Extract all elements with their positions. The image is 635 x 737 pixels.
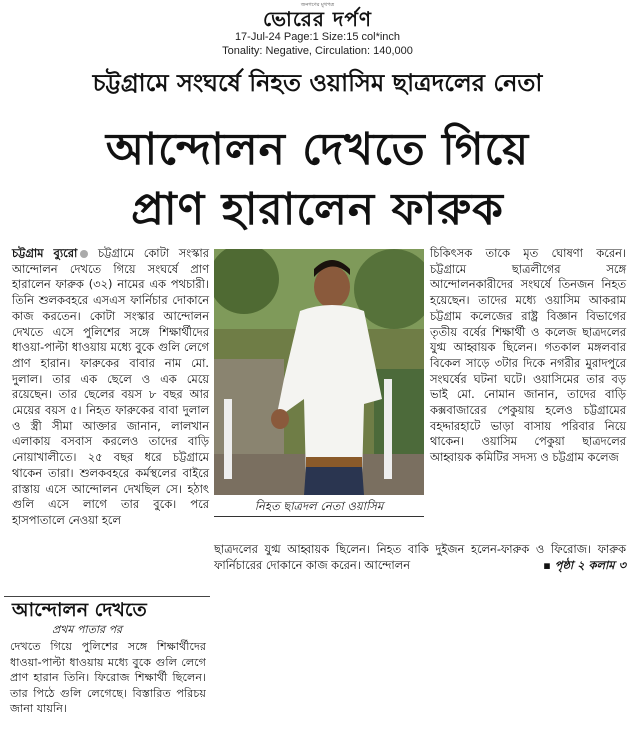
headline-line-1: আন্দোলন দেখতে গিয়ে bbox=[105, 124, 530, 175]
person-photo-icon bbox=[214, 249, 424, 495]
article-kicker: চট্টগ্রামে সংঘর্ষে নিহত ওয়াসিম ছাত্রদলের নেতা bbox=[92, 69, 543, 97]
headline-line-2: প্রাণ হারালেন ফারুক bbox=[131, 184, 504, 235]
article-column-3 bbox=[430, 246, 626, 466]
continuation-title: আন্দোলন দেখতে bbox=[12, 599, 147, 621]
continuation-text: দেখতে গিয়ে পুলিশের সঙ্গে শিক্ষার্থীদের ধাওয়া-পাল্টা ধাওয়ায় মধ্যে বুকে গুলি লেগে প্রাণ হারান তিনি। ফিরোজ শিক্ষার্থী ছিলেন। তার পিঠে গুলি লেগেছে। বিস্তারিত পরিচয় জানা যায়নি। bbox=[10, 640, 206, 715]
column-3-text: চিকিৎসক তাকে মৃত ঘোষণা করেন। চট্টগ্রামে ছাত্রলীগের সঙ্গে আন্দোলনকারীদের সংঘর্ষে তিনজন নিহত হয়েছেন। তাদের মধ্যে ওয়াসিম আকরাম চট্টগ্রাম কলেজের রাষ্ট্র বিজ্ঞান বিভাগের তৃতীয় বর্ষের শিক্ষার্থী ও কলেজ ছাত্রদলের যুগ্ম আহ্বায়ক ছিলেন। গতকাল মঙ্গলবার বিকেল সাড়ে ৩টার দিকে নগরীর মুরাদপুরে সংঘর্ষের ঘটনা ঘটে। ওয়াসিমের তার বড় ভাই মো. নোমান জানান, তাদের বাড়ি কক্সবাজারের পেকুয়ায় হলেও চট্টগ্রামের বহদ্দারহাটে ভাড়া বাসায় পরিবার নিয়ে থাকেন। ওয়াসিম পেকুয়া ছাত্রদলের আহ্বায়ক কমিটির সদস্য ও চট্টগ্রাম কলেজ bbox=[430, 246, 626, 465]
logo-text: ভোরের দর্পণ bbox=[263, 7, 372, 31]
photo-caption: নিহত ছাত্রদল নেতা ওয়াসিম bbox=[214, 498, 424, 517]
article-bottom-text bbox=[214, 542, 626, 573]
newspaper-logo bbox=[0, 8, 635, 30]
article-column-1 bbox=[12, 246, 209, 529]
continuation-section bbox=[4, 596, 210, 725]
clipping-meta-date: 17-Jul-24 Page:1 Size:15 col*inch bbox=[234, 31, 401, 43]
bullet-icon bbox=[80, 250, 88, 258]
masthead-tagline: জনগণের মুখপত্র bbox=[300, 2, 335, 8]
dateline: চট্টগ্রাম ব্যুরো bbox=[12, 246, 78, 260]
continued-on: ▪ পৃষ্ঠা ২ কলাম ৩ bbox=[543, 557, 626, 572]
column-1-text: চট্টগ্রামে কোটা সংস্কার আন্দোলন দেখতে গিয়ে সংঘর্ষে প্রাণ হারালেন ফারুক (৩২) নামের এক পথচারী। তিনি শুলকবহরে এসএস ফার্নিচার দোকানে কাজ করতেন। কোটা সংস্কার আন্দোলন দেখতে এসে পুলিশের সঙ্গে শিক্ষার্থীদের ধাওয়া-পাল্টা ধাওয়ায় মধ্যে বুকে গুলি লেগে প্রাণ হারান। ফারুকের বাবার নাম মো. দুলাল। তার এক ছেলে ও এক মেয়ে রয়েছেন। তার ছেলের বয়স ৮ বছর আর মেয়ের বয়স ৫। নিহত ফারুকের বাবা দুলাল ও স্ত্রী সীমা আক্তার জানান, লালখান এলাকায় বসবাস করলেও তাদের বাড়ি নোয়াখালীতে। ২৫ বছর ধরে চট্টগ্রামে থাকেন তারা। শুলকবহরে কর্মস্থলের বাইরে রাস্তায় এসে আন্দোলন দেখছিল সে। হঠাৎ গুলি এসে লাগে তার বুকে। পরে হাসপাতালে নেওয়া হলে bbox=[12, 246, 209, 527]
continuation-subtitle: প্রথম পাতার পর bbox=[52, 623, 123, 636]
article-photo bbox=[214, 249, 424, 495]
bottom-text: ছাত্রদলের যুগ্ম আহ্বায়ক ছিলেন। নিহত বাকি দুইজন হলেন-ফারুক ও ফিরোজ। ফারুক ফার্নিচারের দোকানে কাজ করেন। আন্দোলন bbox=[214, 542, 626, 572]
continued-page-label: পৃষ্ঠা ২ কলাম ৩ bbox=[554, 557, 626, 572]
masthead bbox=[0, 2, 635, 58]
clipping-meta-tonality: Tonality: Negative, Circulation: 140,000 bbox=[222, 45, 413, 57]
